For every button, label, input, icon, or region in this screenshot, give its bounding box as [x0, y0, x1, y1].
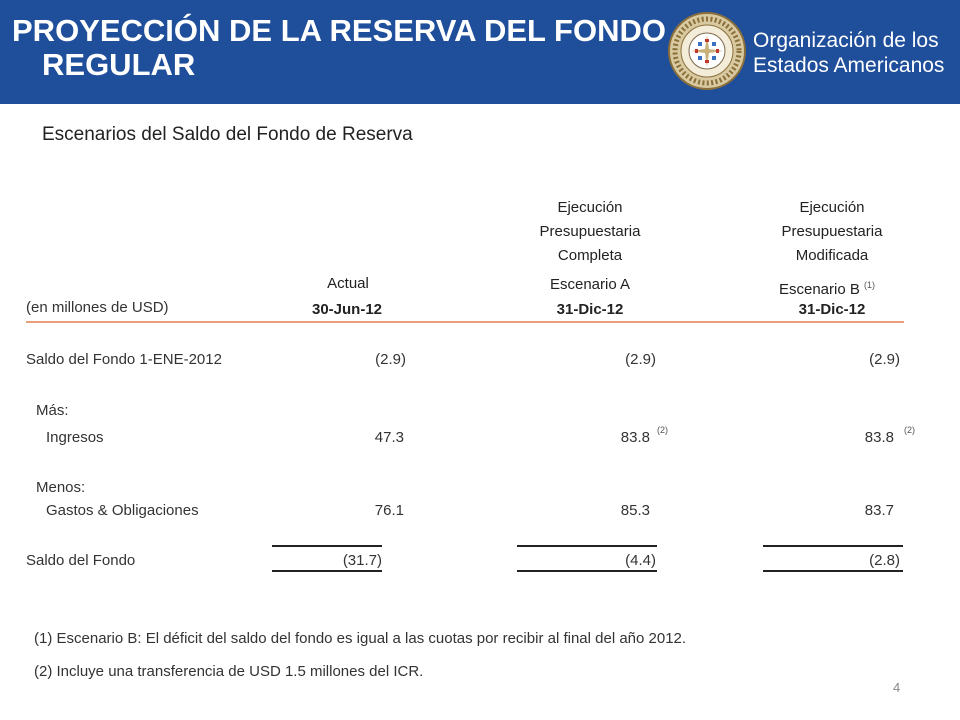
title-line-2: REGULAR: [42, 47, 196, 82]
organization-name: [753, 28, 944, 78]
col-b-line1: Ejecución: [799, 199, 865, 216]
unit-label: (en millones de USD): [26, 299, 169, 316]
col-b-name-text: Escenario B: [778, 281, 860, 298]
row-label-saldo-inicial: Saldo del Fondo 1-ENE-2012: [26, 351, 222, 368]
row-label-saldo-final: Saldo del Fondo: [26, 552, 136, 569]
page-title: [12, 14, 666, 82]
title-line-1: PROYECCIÓN DE LA RESERVA DEL FONDO: [12, 13, 666, 48]
cell-saldo-final-a: (4.4): [625, 552, 656, 569]
cell-ingresos-b: 83.8: [864, 429, 894, 446]
row-label-ingresos: Ingresos: [46, 429, 104, 446]
org-line-1: Organización de los: [753, 29, 939, 52]
org-line-2: Estados Americanos: [753, 54, 945, 77]
cell-gastos-b: 83.7: [864, 502, 894, 519]
cell-saldo-inicial-a: (2.9): [625, 351, 656, 368]
col-b-footnote-ref: (1): [864, 280, 876, 290]
row-label-menos: Menos:: [36, 479, 86, 496]
cell-gastos-a: 85.3: [620, 502, 650, 519]
slide-subtitle: Escenarios del Saldo del Fondo de Reserva: [42, 124, 413, 145]
page-number: 4: [893, 680, 901, 695]
total-top-rule-actual: [272, 545, 382, 547]
col-a-name: Escenario A: [549, 276, 631, 293]
col-b-header: [762, 196, 902, 268]
row-label-mas: Más:: [36, 402, 69, 419]
row-label-gastos: Gastos & Obligaciones: [46, 502, 199, 519]
total-top-rule-a: [517, 545, 657, 547]
col-a-header: [520, 196, 660, 268]
col-a-line1: Ejecución: [557, 199, 623, 216]
col-actual-date: 30-Jun-12: [311, 301, 383, 318]
total-bottom-rule-actual: [272, 570, 382, 572]
total-top-rule-b: [763, 545, 903, 547]
col-b-line2: Presupuestaria: [781, 223, 883, 240]
cell-saldo-final-actual: (31.7): [342, 552, 382, 569]
col-actual-name: Actual: [327, 275, 369, 292]
cell-saldo-final-b: (2.8): [869, 552, 900, 569]
total-bottom-rule-a: [517, 570, 657, 572]
col-b-date: 31-Dic-12: [798, 301, 866, 318]
cell-gastos-actual: 76.1: [374, 502, 404, 519]
ingresos-a-footnote-ref: (2): [657, 425, 668, 435]
cell-ingresos-a: 83.8: [620, 429, 650, 446]
footnote-1: (1) Escenario B: El déficit del saldo del fondo es igual a las cuotas por recibir al final del año 2012.: [34, 630, 687, 647]
header-banner: [0, 0, 960, 104]
oas-seal-logo: [668, 12, 746, 90]
ingresos-b-footnote-ref: (2): [904, 425, 915, 435]
col-b-line3: Modificada: [795, 247, 869, 264]
total-bottom-rule-b: [763, 570, 903, 572]
col-a-date: 31-Dic-12: [556, 301, 624, 318]
header-divider: [26, 321, 904, 323]
col-a-line3: Completa: [557, 247, 623, 264]
col-a-line2: Presupuestaria: [539, 223, 641, 240]
cell-ingresos-actual: 47.3: [374, 429, 404, 446]
cell-saldo-inicial-b: (2.9): [869, 351, 900, 368]
cell-saldo-inicial-actual: (2.9): [375, 351, 406, 368]
footnote-2: (2) Incluye una transferencia de USD 1.5 millones del ICR.: [34, 663, 424, 680]
